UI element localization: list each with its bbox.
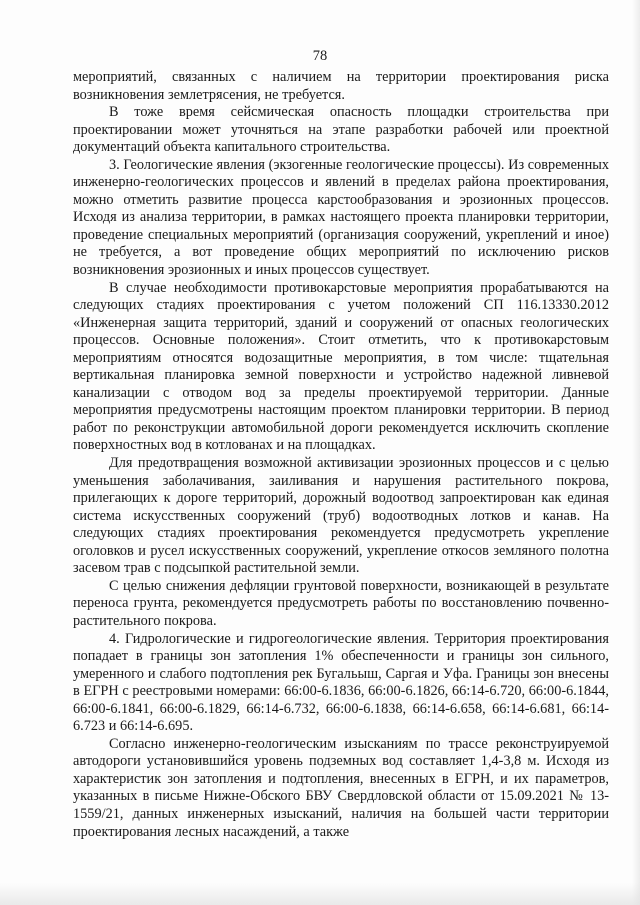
paragraph: В случае необходимости противокарстовые мероприятия прорабатываются на следующих стадиях проектирования с учетом положений СП 116.13330.2012 «Инженерная защита территорий, зданий и сооружений от опасных геологических процессов. Основные положения». Стоит отметить, что к противокарстовым мероприятиям относятся водозащитные мероприятия, в том числе: тщательная вертикальная планировка земной поверхности и устройство надежной ливневой канализации с отводом вод за пределы проектируемой территории. Данные мероприятия предусмотрены настоящим проектом планировки территории. В период работ по реконструкции автомобильной дороги рекомендуется исключить скопление поверхностных вод в котлованах и на площадках. [73, 279, 609, 454]
paragraph: 4. Гидрологические и гидрогеологические явления. Территория проектирования попадает в границы зон затопления 1% обеспеченности и границы зон сильного, умеренного и слабого подтопления рек Бугальыш, Саргая и Уфа. Границы зон внесены в ЕГРН с реестровыми номерами: 66:00-6.1836, 66:00-6.1826, 66:14-6.720, 66:00-6.1844, 66:00-6.1841, 66:00-6.1829, 66:14-6.732, 66:00-6.1838, 66:14-6.658, 66:14-6.681, 66:14-6.723 и 66:14-6.695. [73, 630, 609, 735]
paragraph: 3. Геологические явления (экзогенные геологические процессы). Из современных инженерно-геологических процессов и явлений в пределах района проектирования, можно отметить развитие процесса карстообразования и эрозионных процессов. Исходя из анализа территории, в рамках настоящего проекта планировки территории, проведение специальных мероприятий (организация сооружений, укреплений и иное) не требуется, а вот проведение общих мероприятий по исключению рисков возникновения эрозионных и иных процессов существует. [73, 156, 609, 279]
page-number: 78 [312, 48, 328, 64]
document-body [73, 69, 609, 841]
paragraph: Согласно инженерно-геологическим изысканиям по трассе реконструируемой автодороги установившийся уровень подземных вод составляет 1,4-3,8 м. Исходя из характеристик зон затопления и подтопления, внесенных в ЕГРН, и их параметров, указанных в письме Нижне-Обского БВУ Свердловской области от 15.09.2021 № 13-1559/21, данных инженерных изысканий, наличия на большей части территории проектирования лесных насаждений, а также [73, 735, 609, 840]
scan-bottom-shadow [0, 883, 640, 905]
paragraph: С целью снижения дефляции грунтовой поверхности, возникающей в результате переноса грунта, рекомендуется предусмотреть работы по восстановлению почвенно-растительного покрова. [73, 577, 609, 629]
paragraph: В тоже время сейсмическая опасность площадки строительства при проектировании может уточняться на этапе разработки рабочей или проектной документаций объекта капитального строительства. [73, 104, 609, 156]
paragraph: Для предотвращения возможной активизации эрозионных процессов и с целью уменьшения заболачивания, заиливания и нарушения растительного покрова, прилегающих к дороге территорий, дорожный водоотвод запроектирован как единая система искусственных сооружений (труб) водоотводных лотков и канав. На следующих стадиях проектирования рекомендуется предусмотреть укрепление оголовков и русел искусственных сооружений, укрепление откосов земляного полотна засевом трав с подсыпкой растительной земли. [73, 455, 609, 577]
scan-edge-shadow [632, 0, 640, 905]
paragraph: мероприятий, связанных с наличием на территории проектирования риска возникновения землетрясения, не требуется. [73, 69, 609, 103]
